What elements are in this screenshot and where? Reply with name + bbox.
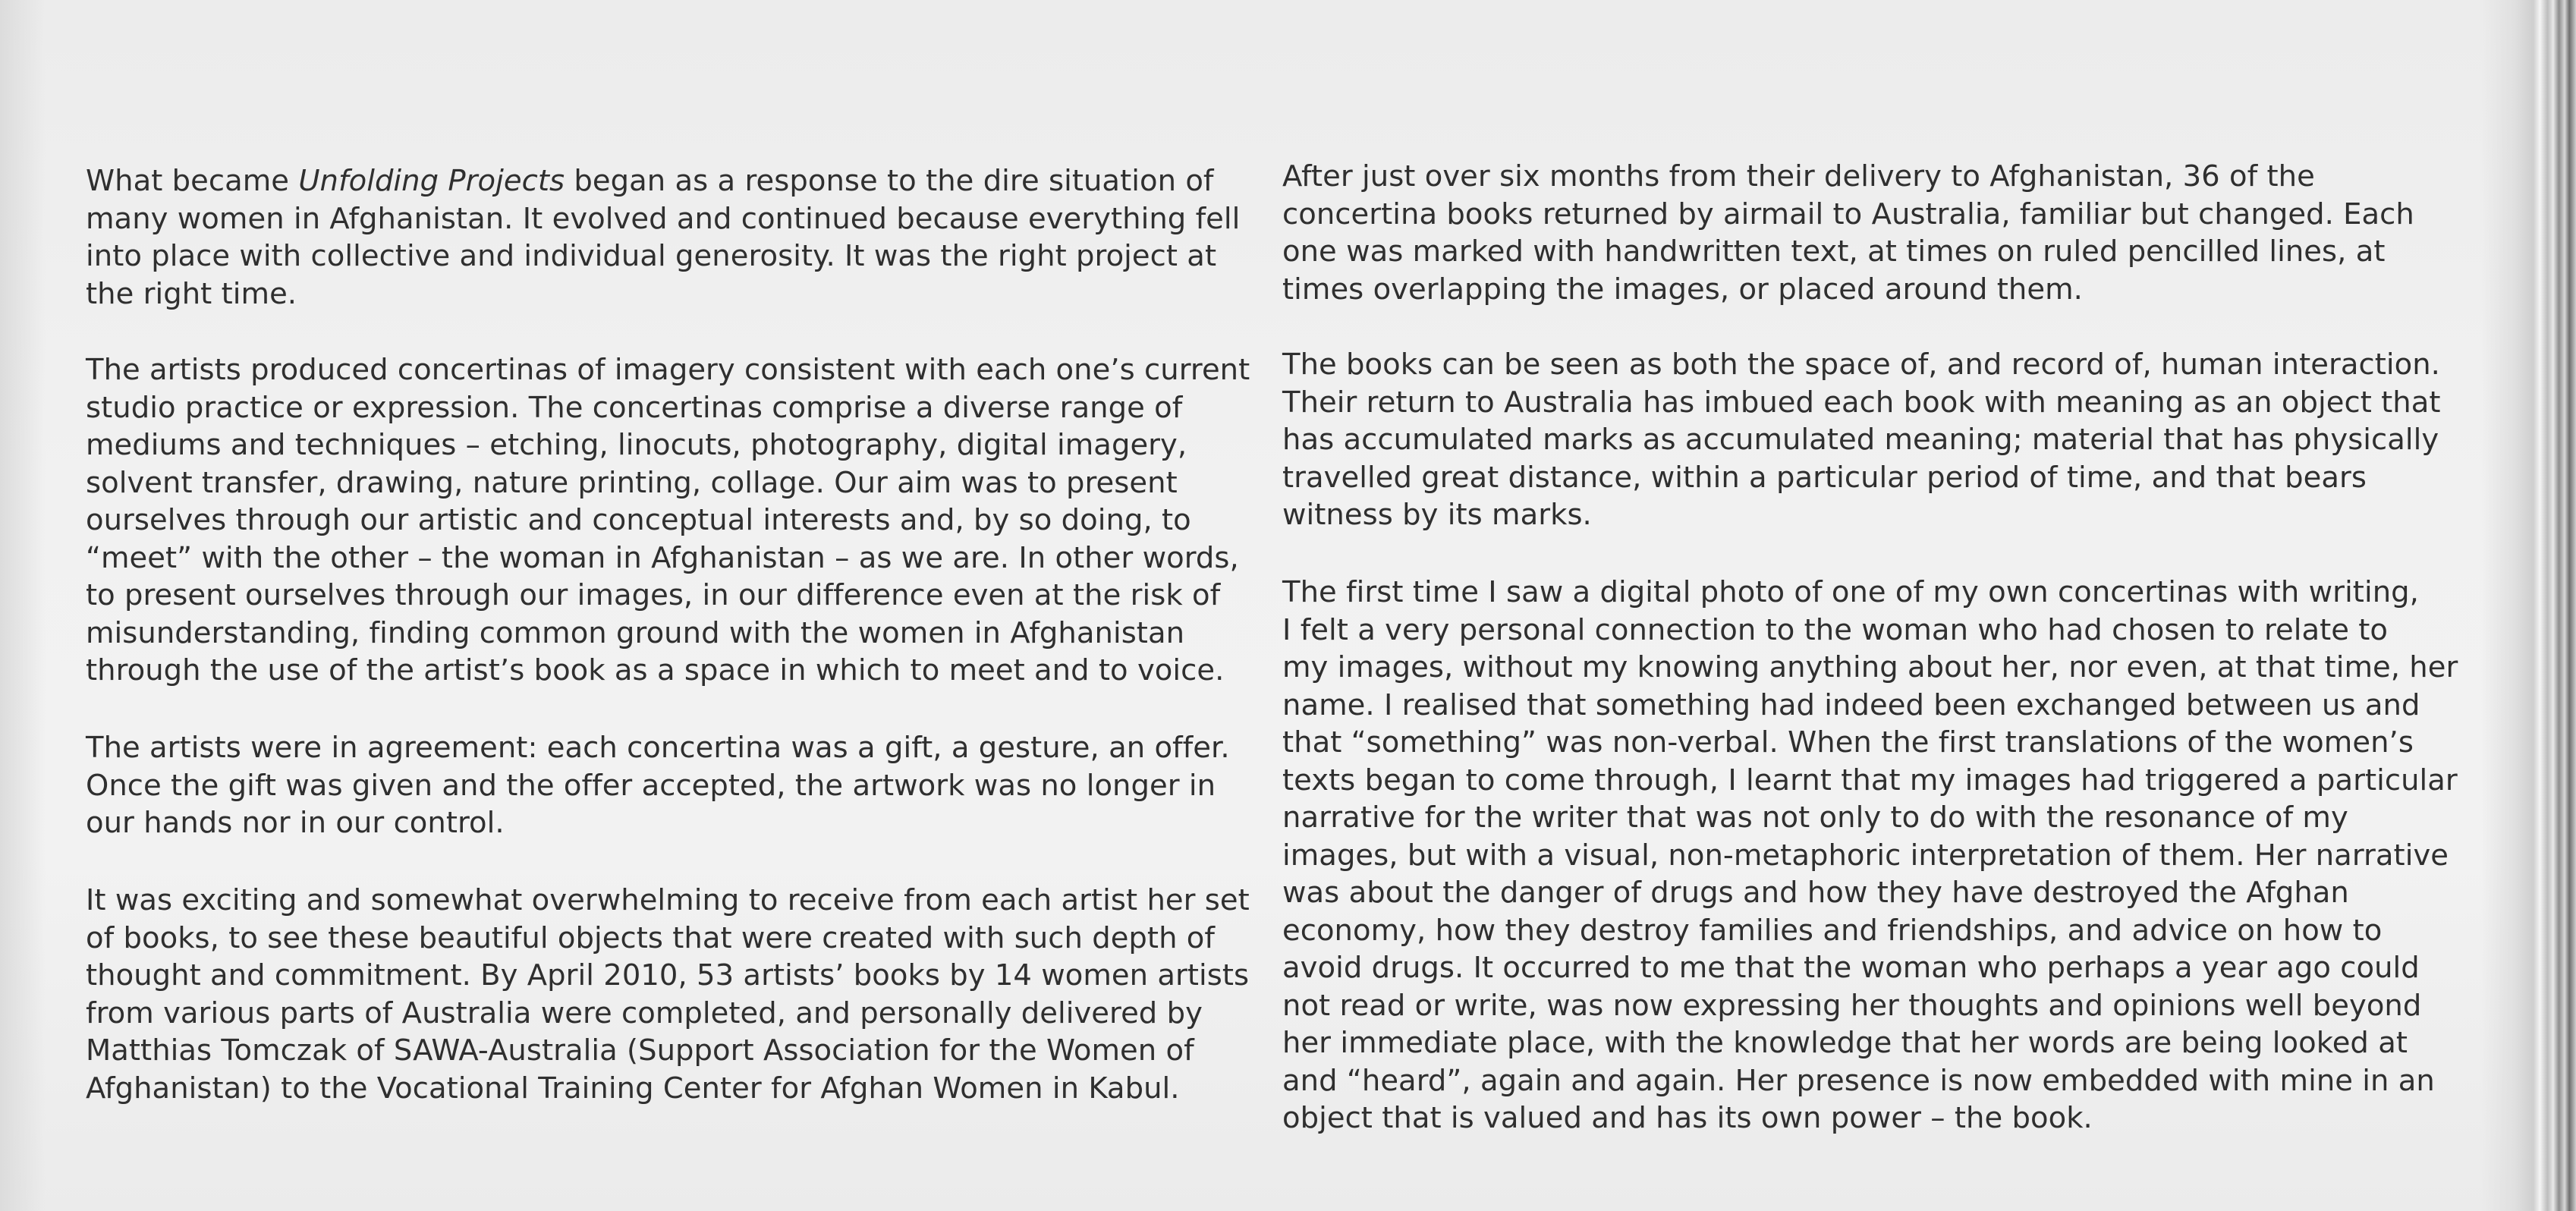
text-line: from various parts of Australia were completed, and personally delivered by	[86, 996, 1203, 1030]
text-line: witness by its marks.	[1282, 498, 1592, 532]
text-line: our hands nor in our control.	[86, 806, 505, 840]
text-line: misunderstanding, finding common ground with the women in Afghanistan	[86, 615, 1185, 650]
text-line: was about the danger of drugs and how they have destroyed the Afghan	[1282, 876, 2349, 910]
text-line: my images, without my knowing anything about her, nor even, at that time, her	[1282, 650, 2458, 684]
text-line: avoid drugs. It occurred to me that the woman who perhaps a year ago could	[1282, 951, 2420, 985]
text-line: of books, to see these beautiful objects that were created with such depth of	[86, 920, 1216, 955]
text-line: times overlapping the images, or placed around them.	[1282, 272, 2083, 307]
text-line: The artists produced concertinas of imagery consistent with each one’s current	[86, 353, 1250, 387]
text-line: narrative for the writer that was not only to do with the resonance of my	[1282, 801, 2348, 835]
text-line: I felt a very personal connection to the woman who had chosen to relate to	[1282, 612, 2389, 647]
italic-title: Unfolding Projects	[298, 164, 565, 198]
text-line: the right time.	[86, 276, 297, 311]
text-line: Their return to Australia has imbued each book with meaning as an object that	[1282, 385, 2441, 420]
text-line: Matthias Tomczak of SAWA-Australia (Support Association for the Women of	[86, 1033, 1194, 1068]
text-line: Once the gift was given and the offer accepted, the artwork was no longer in	[86, 768, 1216, 803]
text-line: travelled great distance, within a particular period of time, and that bears	[1282, 460, 2367, 495]
text-line: name. I realised that something had indeed been exchanged between us and	[1282, 687, 2420, 722]
paragraph-left-2	[86, 351, 1250, 690]
paragraph-right-1	[1282, 158, 2414, 308]
text-line: ourselves through our artistic and conceptual interests and, by so doing, to	[86, 503, 1191, 537]
text-line: images, but with a visual, non-metaphoric interpretation of them. Her narrative	[1282, 838, 2449, 873]
text-line: economy, how they destroy families and friendships, and advice on how to	[1282, 913, 2383, 948]
text-line: thought and commitment. By April 2010, 53 artists’ books by 14 women artists	[86, 958, 1250, 992]
text-line: mediums and techniques – etching, linocuts, photography, digital imagery,	[86, 428, 1187, 462]
text-line: texts began to come through, I learnt that my images had triggered a particular	[1282, 763, 2458, 797]
paragraph-left-4	[86, 882, 1250, 1107]
text-line: After just over six months from their delivery to Afghanistan, 36 of the	[1282, 159, 2315, 193]
text-line: solvent transfer, drawing, nature printing, collage. Our aim was to present	[86, 465, 1178, 500]
text-line: What became Unfolding Projects began as a response to the dire situation of	[86, 164, 1214, 198]
text-line: that “something” was non-verbal. When the first translations of the women’s	[1282, 725, 2414, 760]
text-line: not read or write, was now expressing her thoughts and opinions well beyond	[1282, 988, 2422, 1023]
text-line: many women in Afghanistan. It evolved and continued because everything fell	[86, 201, 1241, 236]
text-line: The first time I saw a digital photo of one of my own concertinas with writing,	[1282, 575, 2419, 609]
paragraph-right-3	[1282, 574, 2458, 1137]
text-line: The artists were in agreement: each concertina was a gift, a gesture, an offer.	[86, 731, 1230, 765]
text-line: to present ourselves through our images, in our difference even at the risk of	[86, 578, 1221, 612]
text-line: “meet” with the other – the woman in Afghanistan – as we are. In other words,	[86, 540, 1239, 575]
text-line: through the use of the artist’s book as a space in which to meet and to voice.	[86, 653, 1225, 687]
text-line: has accumulated marks as accumulated meaning; material that has physically	[1282, 423, 2439, 457]
text-line: into place with collective and individual generosity. It was the right project at	[86, 239, 1217, 273]
text-line: her immediate place, with the knowledge that her words are being looked at	[1282, 1026, 2408, 1060]
text-line: studio practice or expression. The concertinas comprise a diverse range of	[86, 390, 1183, 425]
page-edge-shadow	[0, 0, 46, 1211]
text-line: It was exciting and somewhat overwhelming to receive from each artist her set	[86, 883, 1250, 917]
paragraph-left-3	[86, 729, 1230, 842]
text-line: object that is valued and has its own power – the book.	[1282, 1101, 2093, 1135]
text-line: Afghanistan) to the Vocational Training Center for Afghan Women in Kabul.	[86, 1071, 1180, 1106]
text-line: and “heard”, again and again. Her presence is now embedded with mine in an	[1282, 1063, 2435, 1098]
text-line: concertina books returned by airmail to Australia, familiar but changed. Each	[1282, 197, 2414, 231]
text-line: The books can be seen as both the space of, and record of, human interaction.	[1282, 348, 2440, 382]
paragraph-right-2	[1282, 346, 2441, 534]
text-line: one was marked with handwritten text, at times on ruled pencilled lines, at	[1282, 234, 2386, 269]
paragraph-left-1	[86, 162, 1240, 313]
book-spine-gutter	[2481, 0, 2576, 1211]
